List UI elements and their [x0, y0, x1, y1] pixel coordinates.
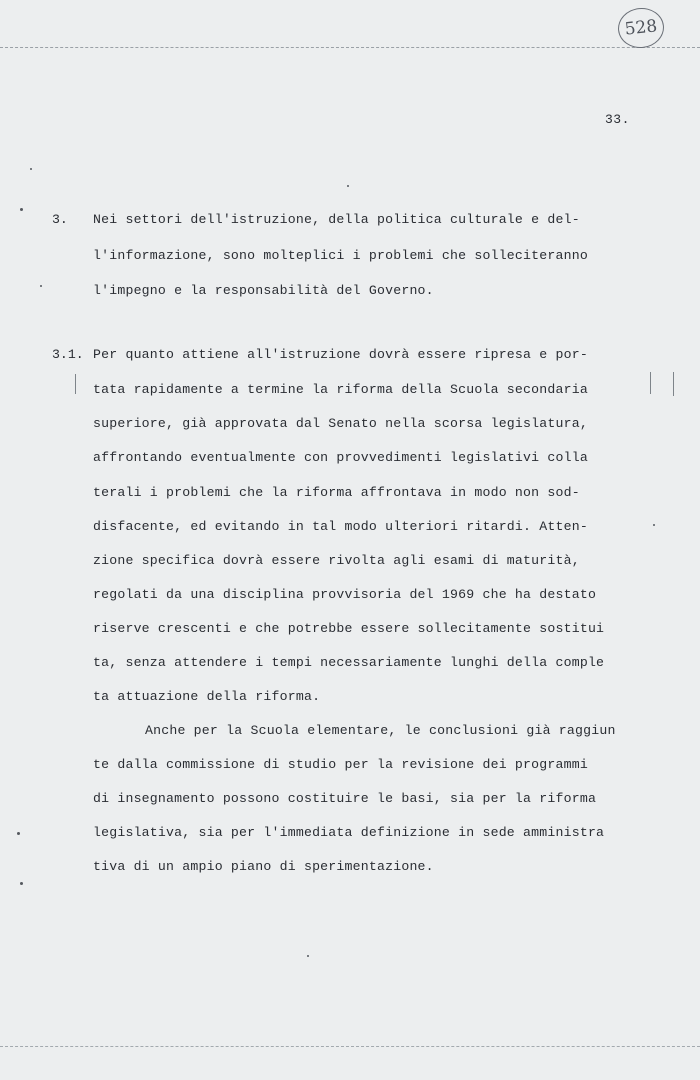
bottom-dashed-rule	[0, 1046, 700, 1047]
text-line: ta attuazione della riforma.	[93, 689, 321, 704]
scan-speck	[30, 168, 32, 170]
section-marker: 3.	[52, 212, 68, 227]
text-line: tata rapidamente a termine la riforma della Scuola secondaria	[93, 382, 588, 397]
text-line: ta, senza attendere i tempi necessariamente lunghi della comple	[93, 655, 605, 670]
section-marker: 3.1.	[52, 347, 84, 362]
page-number: 33.	[605, 112, 630, 127]
scan-speck	[20, 208, 23, 211]
text-line: terali i problemi che la riforma affrontava in modo non sod-	[93, 485, 580, 500]
scan-speck	[307, 955, 309, 957]
text-line: affrontando eventualmente con provvedimenti legislativi colla	[93, 450, 588, 465]
text-line: Per quanto attiene all'istruzione dovrà essere ripresa e por-	[93, 347, 588, 362]
text-line: l'impegno e la responsabilità del Governo.	[93, 283, 434, 298]
text-line: te dalla commissione di studio per la revisione dei programmi	[93, 757, 588, 772]
text-line: superiore, già approvata dal Senato nella scorsa legislatura,	[93, 416, 588, 431]
scan-speck	[40, 285, 42, 287]
top-dashed-rule	[0, 47, 700, 48]
scan-speck	[17, 832, 20, 835]
scan-speck	[20, 882, 23, 885]
scan-speck	[653, 524, 655, 526]
text-line: Anche per la Scuola elementare, le conclusioni già raggiun	[145, 723, 616, 738]
text-line: disfacente, ed evitando in tal modo ulteriori ritardi. Atten-	[93, 519, 588, 534]
text-line: di insegnamento possono costituire le basi, sia per la riforma	[93, 791, 597, 806]
margin-tick	[75, 374, 76, 394]
text-line: Nei settori dell'istruzione, della politica culturale e del-	[93, 212, 580, 227]
scan-speck	[347, 185, 349, 187]
margin-tick	[673, 372, 674, 396]
text-line: zione specifica dovrà essere rivolta agli esami di maturità,	[93, 553, 580, 568]
text-line: regolati da una disciplina provvisoria del 1969 che ha destato	[93, 587, 597, 602]
text-line: l'informazione, sono molteplici i problemi che solleciteranno	[93, 248, 588, 263]
text-line: legislativa, sia per l'immediata definizione in sede amministra	[93, 825, 605, 840]
text-line: tiva di un ampio piano di sperimentazione.	[93, 859, 434, 874]
archive-stamp: 528	[616, 6, 666, 51]
text-line: riserve crescenti e che potrebbe essere sollecitamente sostitui	[93, 621, 605, 636]
margin-tick	[650, 372, 651, 394]
